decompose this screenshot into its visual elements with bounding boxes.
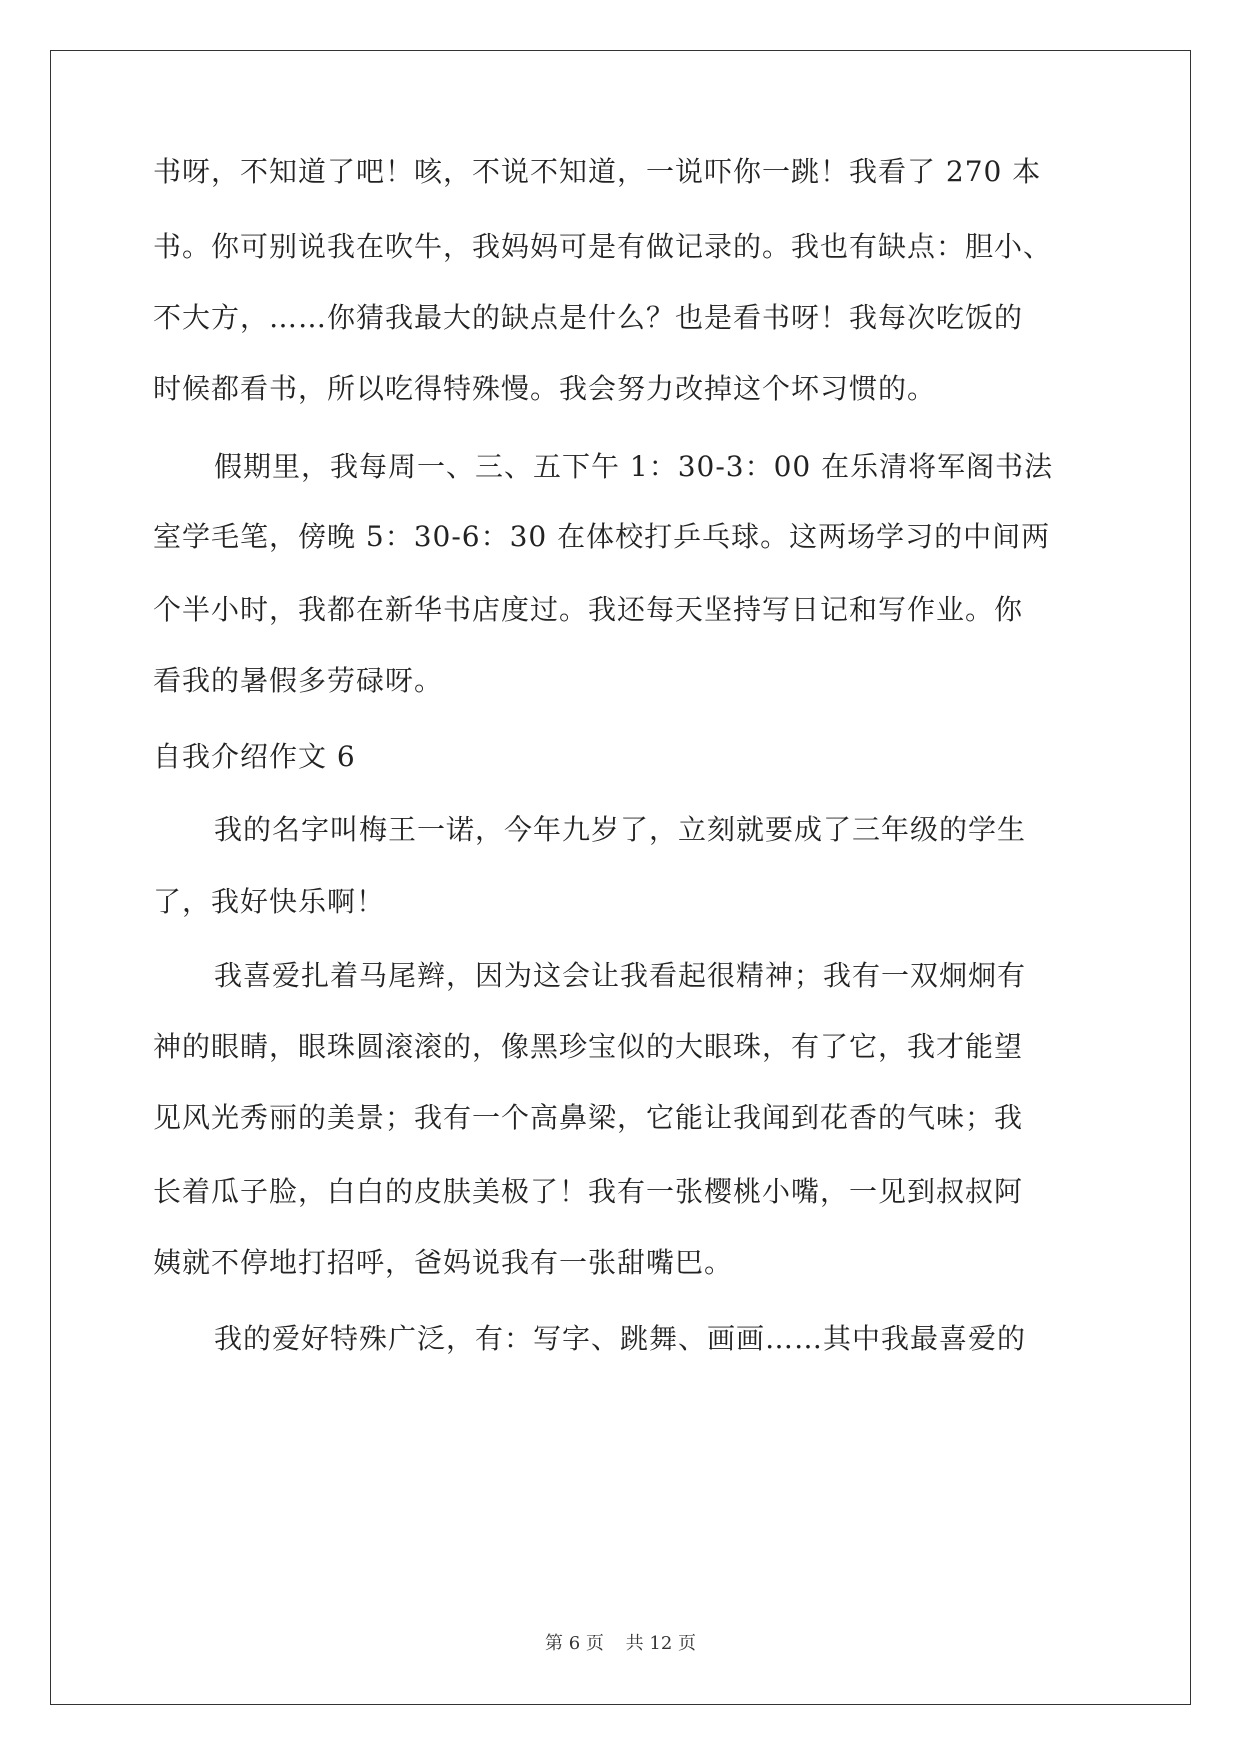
paragraph-start-line: 假期里，我每周一、三、五下午 1：30-3：00 在乐清将军阁书法	[214, 450, 1054, 483]
body-text-line: 室学毛笔，傍晚 5：30-6：30 在体校打乒乓球。这两场学习的中间两	[153, 520, 1051, 553]
body-text-line: 书。你可别说我在吹牛，我妈妈可是有做记录的。我也有缺点：胆小、	[153, 230, 1053, 263]
body-text-line: 书呀，不知道了吧！咳，不说不知道，一说吓你一跳！我看了 270 本	[153, 155, 1042, 188]
body-text-line: 神的眼睛，眼珠圆滚滚的，像黑珍宝似的大眼珠，有了它，我才能望	[153, 1030, 1024, 1063]
body-text-line: 长着瓜子脸，白白的皮肤美极了！我有一张樱桃小嘴，一见到叔叔阿	[153, 1175, 1024, 1208]
body-text-line: 见风光秀丽的美景；我有一个高鼻梁，它能让我闻到花香的气味；我	[153, 1101, 1024, 1134]
paragraph-start-line: 我的名字叫梅王一诺，今年九岁了，立刻就要成了三年级的学生	[214, 813, 1027, 846]
section-heading: 自我介绍作文 6	[153, 740, 356, 773]
body-text-line: 看我的暑假多劳碌呀。	[153, 664, 444, 697]
body-text-line: 不大方，……你猜我最大的缺点是什么？也是看书呀！我每次吃饭的	[153, 301, 1024, 334]
body-text-line: 个半小时，我都在新华书店度过。我还每天坚持写日记和写作业。你	[153, 593, 1024, 626]
paragraph-start-line: 我喜爱扎着马尾辫，因为这会让我看起很精神；我有一双炯炯有	[214, 959, 1027, 992]
body-text-line: 时候都看书，所以吃得特殊慢。我会努力改掉这个坏习惯的。	[153, 372, 937, 405]
page-total: 共 12 页	[625, 1633, 696, 1654]
page-number: 第 6 页	[545, 1633, 604, 1654]
paragraph-start-line: 我的爱好特殊广泛，有：写字、跳舞、画画……其中我最喜爱的	[214, 1322, 1027, 1355]
body-text-line: 了，我好快乐啊！	[153, 885, 386, 918]
page-footer	[0, 1632, 1241, 1656]
body-text-line: 姨就不停地打招呼，爸妈说我有一张甜嘴巴。	[153, 1246, 734, 1279]
